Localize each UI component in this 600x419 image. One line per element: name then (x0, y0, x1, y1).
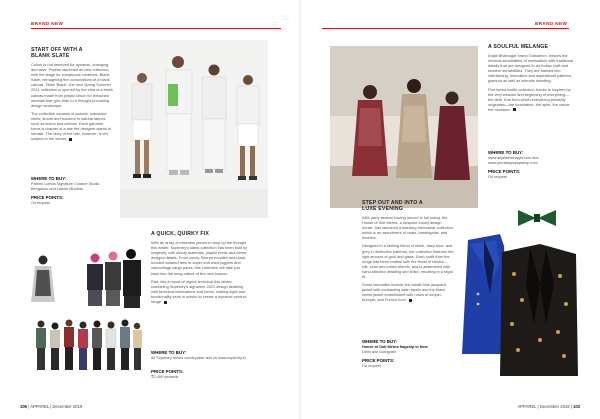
end-mark-icon (513, 108, 516, 111)
superdry-illustration (31, 240, 143, 380)
article4-price-label: PRICE POINTS: (362, 358, 395, 363)
article2-where-value: All Superdry stores countrywide and on www.superdry.in (151, 356, 246, 360)
article1-heading (31, 47, 111, 59)
section-tag-right: BRAND NEW (535, 21, 568, 26)
black-jacket (500, 244, 578, 376)
header-rule-right (322, 28, 569, 29)
melange-illustration (330, 46, 478, 208)
article4-heading (362, 200, 458, 212)
article4-paragraph: With party season having arrived in full swing, the House of Sutl Mehra, a bespoke luxury design house, has launched a dazzling menswear collection, which is an assortment of coats, bandhgalas, and tuxedos. (362, 215, 454, 241)
magazine-name-right: APPAREL (517, 404, 537, 409)
superdry-group-photo (31, 240, 143, 380)
end-mark-icon (164, 301, 167, 304)
article1-price-label: PRICE POINTS: (31, 195, 64, 200)
article4-where-value-line2: Delhi and Gurugram (362, 350, 397, 354)
article4-body (362, 215, 454, 303)
article2-heading: A QUICK, QUIRKY FIX (151, 231, 209, 237)
article2-paragraph: With an array of essential pieces to amp up the thought this winter, Superdry's latest collection has been built by longevity, with sturdy materials, playful prints and clever designs details. From comfy Sherpa hoodies and black hooded collared tees to super-soft lined joggers and camouflage cargo pants, this collection will take you back into the snug nature of the new season. (151, 240, 248, 276)
section-tag-left: BRAND NEW (31, 21, 64, 26)
jackets-illustration (460, 204, 578, 380)
article2-where-label: WHERE TO BUY: (151, 350, 187, 355)
article4-where-label: WHERE TO BUY: (362, 339, 398, 344)
article3-where-value: www.anjalibhatnagar.com and www.pernialapopupshop.com (488, 156, 539, 165)
article2-price-value: ₹2,499 onwards (151, 375, 179, 379)
article3-price-value: On request (488, 175, 507, 179)
article1-where-value: Pareek Lumba Signature Couture Studio, Bengaluru and Lakme Mumbai (31, 182, 101, 191)
runway-illustration (120, 40, 268, 218)
footer-left: 106 | APPAREL | December 2019 (20, 404, 83, 409)
article1-where-label: WHERE TO BUY: (31, 176, 67, 181)
model-figure (202, 65, 226, 174)
article3-price-label: PRICE POINTS: (488, 169, 521, 174)
footer-right: APPAREL | December 2019 | 103 (517, 404, 580, 409)
magazine-name-left: APPAREL (30, 404, 50, 409)
article2-paragraph: Rise into a mood of urgent technical this winter, combining Superdry's signature 2021 design detailing with technical fabrications and forms, making style and functionality work in unison to create a dynamic product range. (151, 278, 247, 305)
article4-paragraph: Designed in a striking blend of black, deep blue, and grey in distinctive patterns, the collection features the light amount of gold and glass. Each outfit from the range has been crafted with the finest of fabrics—silk, wool and cotton blends, and is assembled with hand-stitched detailing and finish, resulting in a regal fit. (362, 243, 454, 280)
article3-body (488, 53, 574, 112)
page-number-right: 103 (573, 404, 580, 409)
article4-price-value: On request (362, 364, 381, 368)
end-mark-icon (409, 299, 412, 302)
article1-price-value: On request (31, 201, 50, 205)
article1-heading-line1: START OFF WITH A (31, 47, 83, 53)
article1-paragraph: Colour is not reserved for dynamic, changing, and alive. Pareek launched all-new collection with the stage for sumptuous creations. Blank Slate, reimagining the connotations of a blank canvas. Titled 'Blank', the new Spring Summer 2021 collection is opened by the idea of a blank canvas made from playful kitsch for bleached neutrals that give birth to a thought-provoking design landscape. (31, 62, 113, 108)
article3-heading: A SOULFUL MELANGE (488, 44, 549, 50)
article4-heading-line2: LUXE EVENING (362, 206, 404, 212)
article2-body (151, 240, 249, 304)
end-mark-icon (69, 138, 72, 141)
article4-where-value-line1: House of Sutl Mehra flagship in New (362, 345, 428, 349)
runway-models-photo (120, 40, 268, 218)
bow-tie (518, 210, 556, 226)
header-rule-left (31, 28, 281, 29)
model-figure (166, 56, 192, 175)
page-fold (299, 0, 301, 419)
article3-paragraph: Five tiered textile collection blocks is inspired by the very weaves and beginning of everything—the birth, that from which everything primarily originates—the foundation, the spirit, the cause, the occasion. (488, 86, 571, 112)
page-number-left: 106 (20, 404, 27, 409)
article3-paragraph: Anjali Bhatnagar brand Gamaleon, infuses the minimal sensibilities of minimalism with traditional details that are designed to do Indian craft and modern sensibilities. They are stained into intertwining, innovative and aspirational patterns, glamour as well as intimate detailing. (488, 53, 574, 84)
article2-price-label: PRICE POINTS: (151, 369, 184, 374)
issue-date-right: December 2019 (539, 404, 570, 409)
article1-body (31, 62, 113, 141)
article1-paragraph: The collection consists of jackets, oversized shirts, shorts and trousers in natural fabrics such as linens and cottons. Each garment forms a chapter of a tale the designer wants to narrate. The story of the tale, however, is left subject to the viewer. (31, 110, 112, 142)
article4-heading-line1: STEP OUT AND INTO A (362, 200, 423, 206)
article3-where-label: WHERE TO BUY: (488, 150, 524, 155)
article1-heading-line2: BLANK SLATE (31, 53, 70, 59)
issue-date-left: December 2019 (52, 404, 83, 409)
melange-photo (330, 46, 478, 208)
article4-paragraph: Some favourites include the cobalt blue jacquard jacket with contrasting satin lapels and the black velvet jacket embellished with roses of sequin, trumpet, and French horn. (362, 282, 446, 303)
jackets-photo (460, 204, 578, 380)
